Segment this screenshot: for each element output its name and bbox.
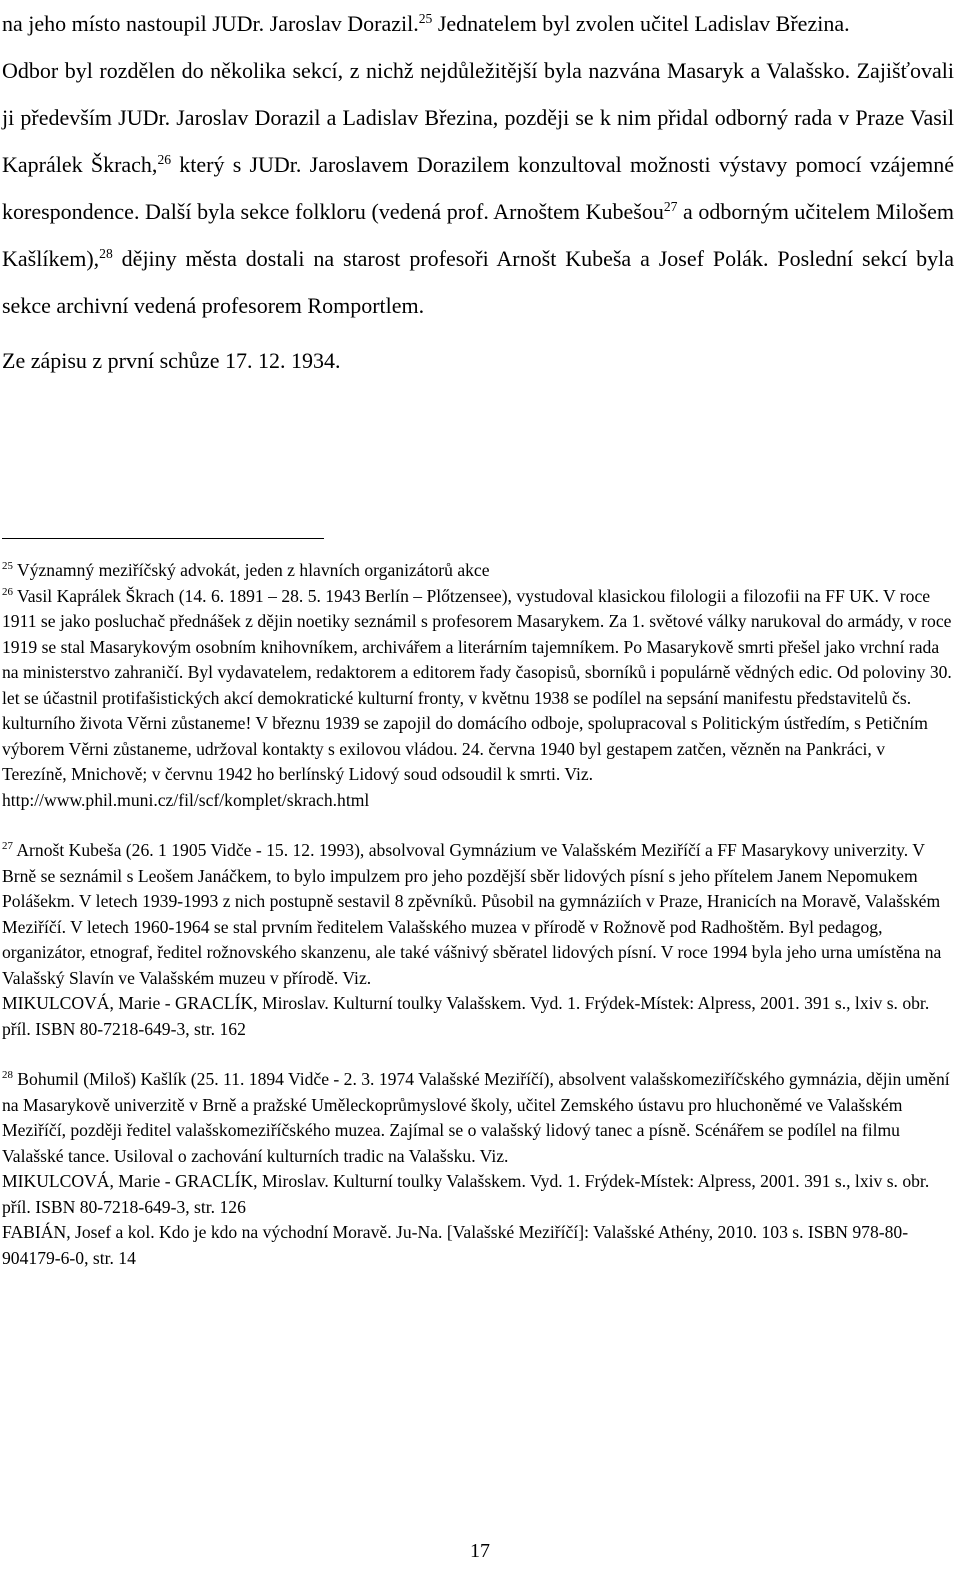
footnote-27 [2, 838, 952, 1042]
footnote-separator [2, 538, 324, 539]
paragraph-2-text-a: Odbor byl rozdělen do několika sekcí, z nichž nejdůležitější byla nazvána Masaryk a Valašsko. Zajišťovali ji především JUDr. Jaroslav Dorazil a Ladislav Březina, později se k nim přidal odborný rada v Praze Vasil Kaprálek Škrach, [2, 58, 954, 177]
paragraph-1-text-a: na jeho místo nastoupil JUDr. Jaroslav Dorazil. [2, 11, 419, 36]
footnote-number: 26 [2, 585, 13, 598]
footnote-reference: MIKULCOVÁ, Marie - GRACLÍK, Miroslav. Kulturní toulky Valašskem. Vyd. 1. Frýdek-Místek: Alpress, 2001. 391 s., lxiv s. obr. příl. ISBN 80-7218-649-3, str. 162 [2, 993, 930, 1039]
footnote-26 [2, 584, 952, 814]
footnote-number: 28 [2, 1069, 13, 1082]
paragraph-1 [2, 0, 954, 47]
footnote-text: Významný meziříčský advokát, jeden z hlavních organizátorů akce [12, 560, 490, 580]
paragraph-2-text-c: a odborným učitelem Milošem Kašlíkem), [2, 199, 954, 271]
footnote-28 [2, 1067, 952, 1271]
footnote-number: 25 [2, 560, 13, 573]
paragraph-1-text-b: Jednatelem byl zvolen učitel Ladislav Březina. [432, 11, 850, 36]
footnote-text: Bohumil (Miloš) Kašlík (25. 11. 1894 Vidče - 2. 3. 1974 Valašské Meziříčí), absolvent valašskomeziříčského gymnázia, dějin umění na Masarykově univerzitě v Brně a pražské Uměleckoprůmyslové školy, učitel Zemského ústavu pro hluchoněmé ve Valašském Meziříčí, později ředitel valašskomeziříčského muzea. Zajímal se o valašský lidový tanec a písně. Scénářem se podílel na filmu Valašské tance. Usiloval o zachování kulturních tradic na Valašsku. Viz. [2, 1069, 950, 1166]
footnote-text: Vasil Kaprálek Škrach (14. 6. 1891 – 28. 5. 1943 Berlín – Plőtzensee), vystudoval klasickou filologii a filozofii na FF UK. V roce 1911 se jako posluchač přednášek z dějin noetiky seznámil s profesorem Masarykem. Za 1. světové války narukoval do armády, v roce 1919 se stal Masarykovým osobním knihovníkem, archivářem a literárním tajemníkem. Po Masarykově smrti přešel jako vrchní rada na ministerstvo zahraničí. Byl vydavatelem, redaktorem a editorem řady časopisů, sborníků i populárně vědných edic. Od poloviny 30. let se účastnil protifašistických akcí demokratické kulturní fronty, v květnu 1938 se podílel na sepsání manifestu představitelů čs. kulturního života Věrni zůstaneme! V březnu 1939 se zapojil do domácího odboje, spolupracoval s Politickým ústředím, s Petičním výborem Věrni zůstaneme, udržoval kontakty s exilovou vládou. 24. června 1940 byl gestapem zatčen, vězněn na Pankráci, v Terezíně, Mnichově; v červnu 1942 ho berlínský Lidový soud odsoudil k smrti. Viz. [2, 585, 952, 784]
footnote-ref-28[interactable]: 28 [99, 245, 113, 261]
footnote-text: Arnošt Kubeša (26. 1 1905 Vidče - 15. 12. 1993), absolvoval Gymnázium ve Valašském Meziříčí a FF Masarykovy univerzity. V Brně se seznámil s Leošem Janáčkem, to bylo impulzem pro jeho pozdější sběr lidových písní s jeho přítelem Janem Nepomukem Polášekm. V letech 1939-1993 z nich postupně sestavil 8 zpěvníků. Působil na gymnáziích v Praze, Hranicích na Moravě, Valašském Meziříčí. V letech 1960-1964 se stal prvním ředitelem Valašského muzea v přírodě v Rožnově pod Radhoštěm. Byl pedagog, organizátor, etnograf, ředitel rožnovského skanzenu, ale také vášnivý sběratel lidových písní. V roce 1994 byla jeho urna umístěna na Valašský Slavín ve Valašském muzeu v přírodě. Viz. [2, 840, 942, 988]
footnote-reference: FABIÁN, Josef a kol. Kdo je kdo na východní Moravě. Ju-Na. [Valašské Meziříčí]: Valašské Athény, 2010. 103 s. ISBN 978-80-904179-6-0, str. 14 [2, 1222, 909, 1268]
paragraph-2-text-b: který s JUDr. Jaroslavem Dorazilem konzultoval možnosti výstavy pomocí vzájemné korespondence. Další byla sekce folkloru (vedená prof. Arnoštem Kubešou [2, 152, 954, 224]
paragraph-2-text-d: dějiny města dostali na starost profesoři Arnošt Kubeša a Josef Polák. Poslední sekcí byla sekce archivní vedená profesorem Romportlem. [2, 246, 954, 318]
footnote-ref-27[interactable]: 27 [663, 198, 678, 214]
footnote-25 [2, 558, 952, 584]
main-text [2, 0, 954, 384]
footnote-number: 27 [2, 840, 13, 853]
footnote-link[interactable]: http://www.phil.muni.cz/fil/scf/komplet/skrach.html [2, 789, 370, 810]
footnote-ref-25[interactable]: 25 [418, 10, 433, 26]
footnotes [2, 558, 952, 1271]
paragraph-2 [2, 47, 954, 329]
footnote-reference: MIKULCOVÁ, Marie - GRACLÍK, Miroslav. Kulturní toulky Valašskem. Vyd. 1. Frýdek-Místek: Alpress, 2001. 391 s., lxiv s. obr. příl. ISBN 80-7218-649-3, str. 126 [2, 1171, 930, 1217]
page-number: 17 [470, 1540, 490, 1562]
footnote-ref-26[interactable]: 26 [157, 151, 172, 167]
paragraph-3: Ze zápisu z první schůze 17. 12. 1934. [2, 348, 341, 373]
